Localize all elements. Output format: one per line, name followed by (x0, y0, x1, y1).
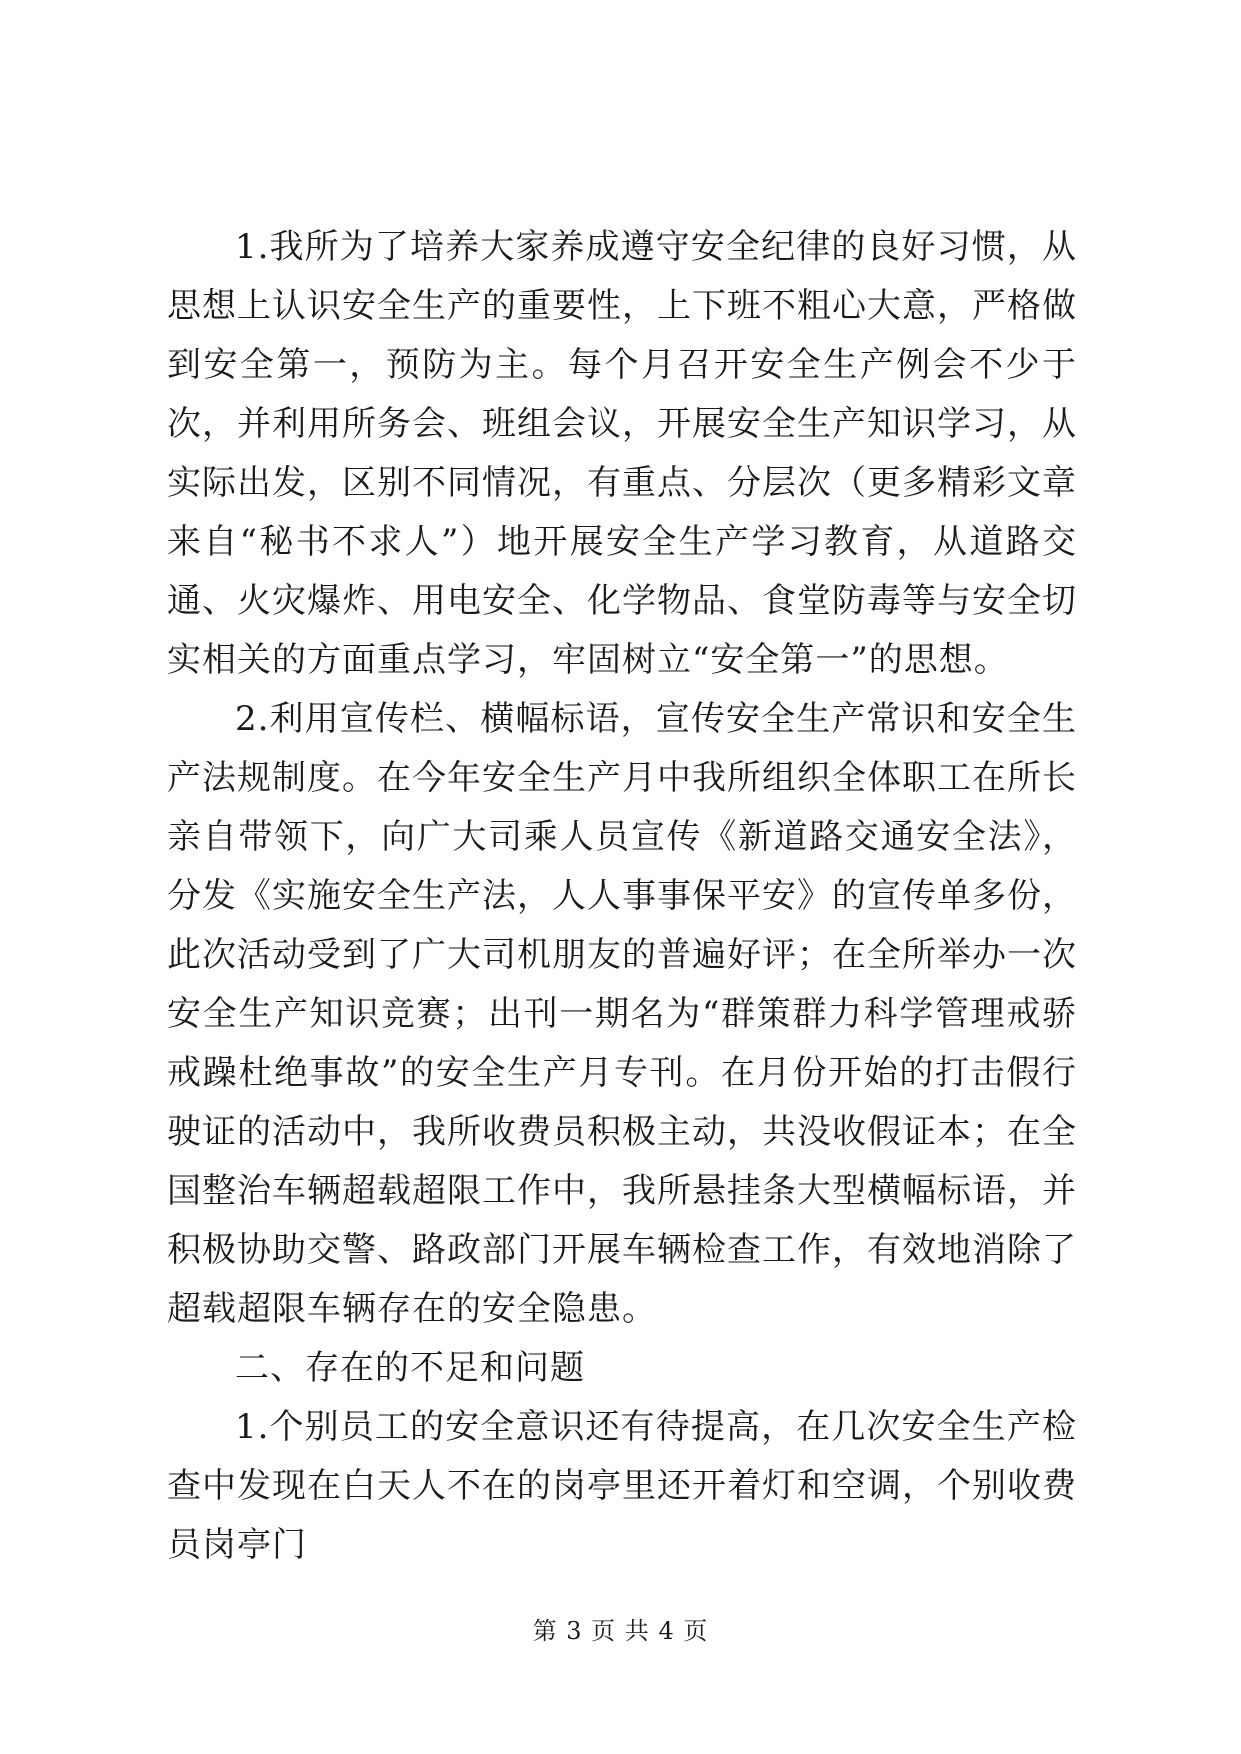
paragraph-safety-publicity: 2.利用宣传栏、横幅标语，宣传安全生产常识和安全生产法规制度。在今年安全生产月中我所组织全体职工在所长亲自带领下，向广大司乘人员宣传《新道路交通安全法》，分发《实施安全生产法，人人事事保平安》的宣传单多份，此次活动受到了广大司机朋友的普遍好评；在全所举办一次安全生产知识竞赛；出刊一期名为“群策群力科学管理戒骄戒躁杜绝事故”的安全生产月专刊。在月份开始的打击假行驶证的活动中，我所收费员积极主动，共没收假证本；在全国整治车辆超载超限工作中，我所悬挂条大型横幅标语，并积极协助交警、路政部门开展车辆检查工作，有效地消除了超载超限车辆存在的安全隐患。 (167, 699, 1077, 1329)
section-heading: 二、存在的不足和问题 (235, 1348, 585, 1388)
paragraph-issues: 1.个别员工的安全意识还有待提高，在几次安全生产检查中发现在白天人不在的岗亭里还开着灯和空调，个别收费员岗亭门 (167, 1407, 1077, 1565)
page-number-footer: 第 3 页 共 4 页 (532, 1617, 709, 1645)
document-body (167, 218, 1077, 1575)
paragraph-safety-education: 1.我所为了培养大家养成遵守安全纪律的良好习惯，从思想上认识安全生产的重要性，上下班不粗心大意，严格做到安全第一，预防为主。每个月召开安全生产例会不少于次，并利用所务会、班组会议，开展安全生产知识学习，从实际出发，区别不同情况，有重点、分层次（更多精彩文章来自“秘书不求人”）地开展安全生产学习教育，从道路交通、火灾爆炸、用电安全、化学物品、食堂防毒等与安全切实相关的方面重点学习，牢固树立“安全第一”的思想。 (167, 227, 1077, 680)
